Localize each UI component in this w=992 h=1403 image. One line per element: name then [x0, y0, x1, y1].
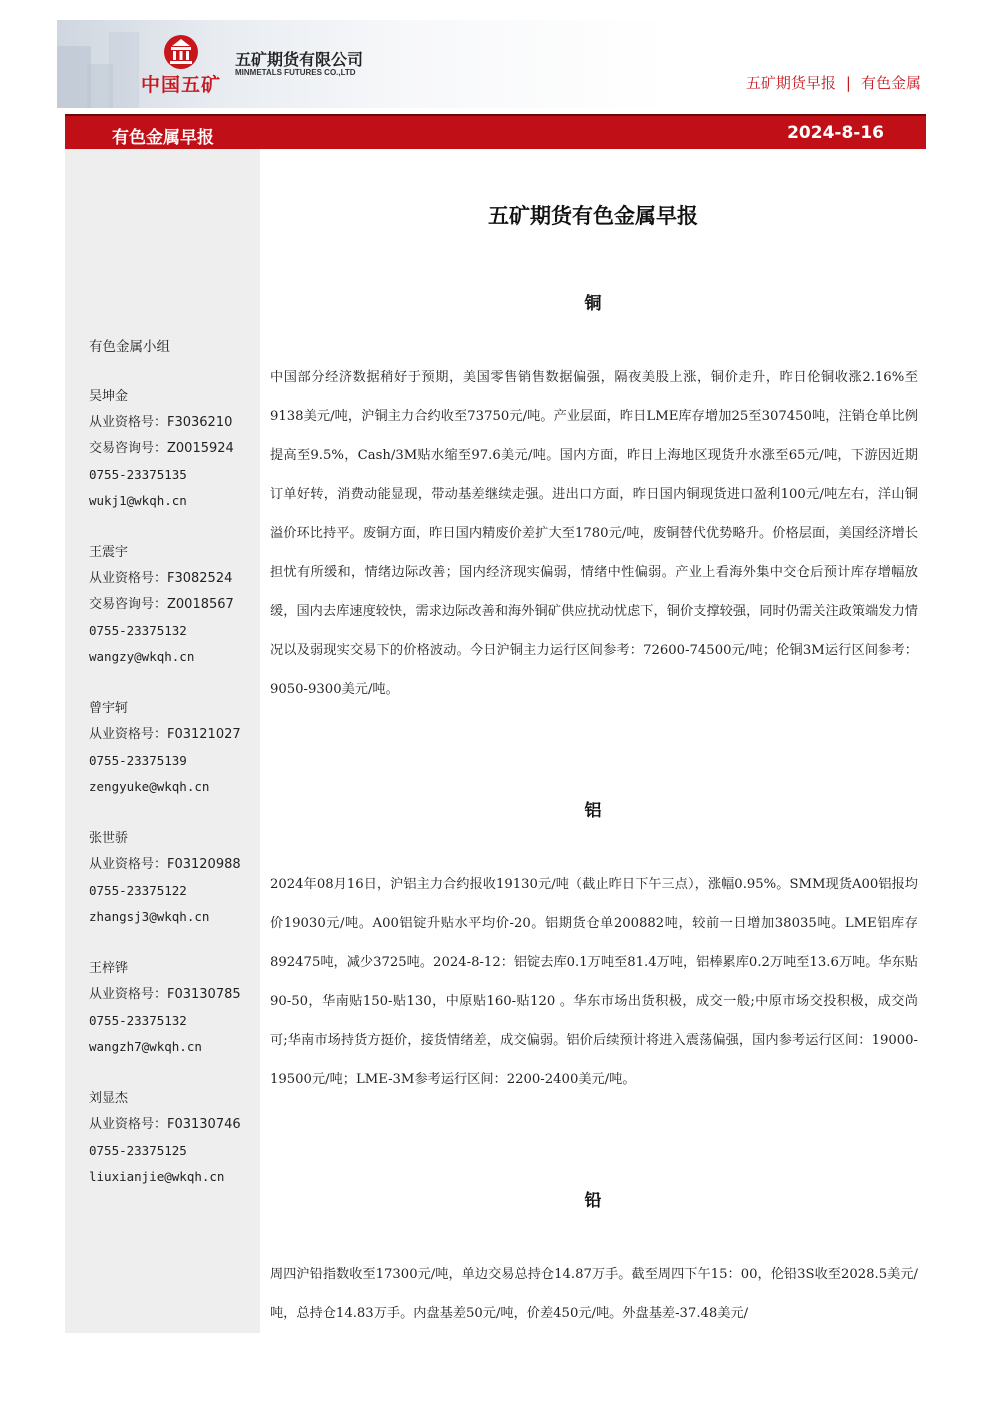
company-name-cn: 五矿期货有限公司 — [235, 50, 364, 69]
analyst-phone: 0755-23375132 — [89, 623, 187, 638]
background-building — [57, 46, 91, 108]
section-heading-lead: 铅 — [584, 1191, 602, 1211]
analyst-email[interactable]: wangzh7@wkqh.cn — [89, 1039, 202, 1054]
analyst-email[interactable]: wangzy@wkqh.cn — [89, 649, 195, 664]
analyst-name: 张世骄 — [89, 831, 129, 846]
logo-text: 中国五矿 — [141, 74, 222, 96]
section-heading-copper: 铜 — [584, 294, 602, 314]
analyst-email[interactable]: zhangsj3@wkqh.cn — [89, 909, 210, 924]
header-nav — [746, 72, 921, 93]
analyst-phone: 0755-23375122 — [89, 883, 187, 898]
document-title: 五矿期货有色金属早报 — [488, 204, 698, 228]
section-body-lead: 周四沪铅指数收至17300元/吨，单边交易总持仓14.87万手。截至周四下午15：00，伦铅3S收至2028.5美元/吨，总持仓14.83万手。内盘基差50元/吨，价差450元/吨。外盘基差-37.48美元/ — [270, 1267, 918, 1321]
analyst-consult-number: 交易咨询号：Z0015924 — [89, 441, 234, 456]
analyst-name: 王梓铧 — [89, 961, 129, 976]
header-nav-report: 五矿期货早报 — [745, 74, 836, 92]
analyst-name: 刘显杰 — [89, 1091, 129, 1106]
banner-date: 2024-8-16 — [787, 123, 884, 143]
company-name-en: MINMETALS FUTURES CO.,LTD — [235, 68, 356, 77]
analyst-card — [89, 956, 259, 1060]
analyst-email[interactable]: liuxianjie@wkqh.cn — [89, 1169, 225, 1184]
analyst-qualification: 从业资格号：F03121027 — [89, 727, 241, 742]
analyst-qualification: 从业资格号：F3082524 — [89, 571, 233, 586]
analyst-qualification: 从业资格号：F03130785 — [89, 987, 241, 1002]
analyst-qualification: 从业资格号：F03120988 — [89, 857, 241, 872]
title-banner — [65, 114, 926, 149]
header-nav-separator: | — [845, 74, 851, 92]
analyst-name: 曾宇轲 — [89, 701, 129, 716]
header-nav-category: 有色金属 — [860, 74, 921, 92]
analyst-card — [89, 696, 259, 800]
analyst-phone: 0755-23375132 — [89, 1013, 187, 1028]
analyst-qualification: 从业资格号：F03130746 — [89, 1117, 241, 1132]
analyst-card — [89, 826, 259, 930]
section-body-aluminum: 2024年08月16日，沪铝主力合约报收19130元/吨（截止昨日下午三点），涨幅0.95%。SMM现货A00铝报均价19030元/吨。A00铝锭升贴水平均价-20。铝期货仓单200882吨，较前一日增加38035吨。LME铝库存892475吨，减少3725吨。2024-8-12：铝锭去库0.1万吨至81.4万吨，铝棒累库0.2万吨至13.6万吨。华东贴90-50，华南贴150-贴130，中原贴160-贴120 。华东市场出货积极，成交一般;中原市场交投积极，成交尚可;华南市场持货方挺价，接货情绪差，成交偏弱。铝价后续预计将进入震荡偏强，国内参考运行区间：19000-19500元/吨；LME-3M参考运行区间：2200-2400美元/吨。 — [270, 877, 918, 1087]
analyst-email[interactable]: zengyuke@wkqh.cn — [89, 779, 210, 794]
analyst-name: 吴坤金 — [89, 389, 129, 404]
banner-title: 有色金属早报 — [112, 128, 214, 148]
sidebar-group-title: 有色金属小组 — [89, 339, 170, 355]
analyst-phone: 0755-23375139 — [89, 753, 187, 768]
analyst-phone: 0755-23375125 — [89, 1143, 187, 1158]
analyst-card — [89, 1086, 259, 1190]
background-building — [109, 32, 139, 108]
section-body-copper: 中国部分经济数据稍好于预期，美国零售销售数据偏强，隔夜美股上涨，铜价走升，昨日伦铜收涨2.16%至9138美元/吨，沪铜主力合约收至73750元/吨。产业层面，昨日LME库存增加25至307450吨，注销仓单比例提高至9.5%，Cash/3M贴水缩至97.6美元/吨。国内方面，昨日上海地区现货升水涨至65元/吨，下游因近期订单好转，消费动能显现，带动基差继续走强。进出口方面，昨日国内铜现货进口盈利100元/吨左右，洋山铜溢价环比持平。废铜方面，昨日国内精废价差扩大至1780元/吨，废铜替代优势略升。价格层面，美国经济增长担忧有所缓和，情绪边际改善；国内经济现实偏弱，情绪中性偏弱。产业上看海外集中交仓后预计库存增幅放缓，国内去库速度较快，需求边际改善和海外铜矿供应扰动忧虑下，铜价支撑较强，同时仍需关注政策端发力情况以及弱现实交易下的价格波动。今日沪铜主力运行区间参考：72600-74500元/吨；伦铜3M运行区间参考：9050-9300美元/吨。 — [270, 370, 918, 697]
analyst-phone: 0755-23375135 — [89, 467, 187, 482]
page-bottom-margin — [260, 1333, 960, 1403]
analyst-card — [89, 384, 259, 514]
analyst-qualification: 从业资格号：F3036210 — [89, 415, 233, 430]
section-heading-aluminum: 铝 — [584, 801, 602, 821]
minmetals-logo-icon — [163, 34, 199, 70]
analyst-card — [89, 540, 259, 670]
analyst-email[interactable]: wukj1@wkqh.cn — [89, 493, 187, 508]
page-header — [57, 20, 935, 108]
analyst-consult-number: 交易咨询号：Z0018567 — [89, 597, 234, 612]
analyst-name: 王震宇 — [89, 545, 129, 560]
